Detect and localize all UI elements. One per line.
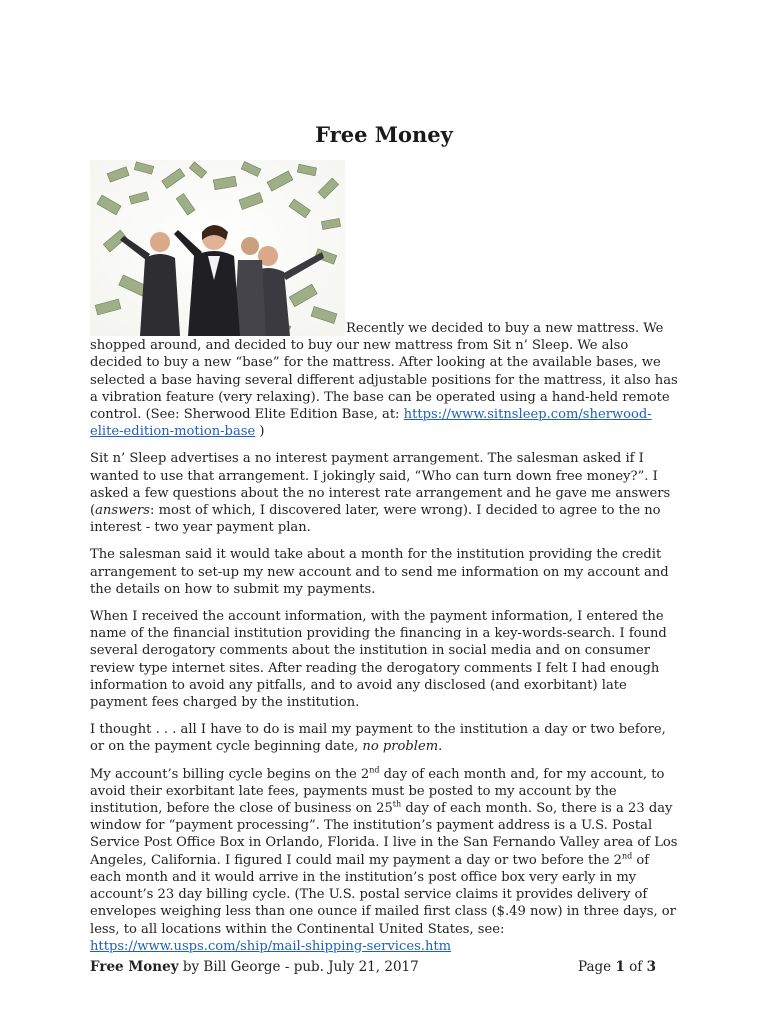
sitnsleep-link[interactable]: https://www.sitnsleep.com/sherwood-elite-edition-motion-base <box>90 407 652 440</box>
page-footer <box>90 959 656 975</box>
money-rain-illustration <box>90 160 345 336</box>
footer-byline: Free Money by Bill George - pub. July 21, 2017 <box>90 959 419 975</box>
page-title: Free Money <box>315 122 453 147</box>
usps-link[interactable]: https://www.usps.com/ship/mail-shipping-services.htm <box>90 938 452 954</box>
paragraph-6: My account’s billing cycle begins on the 2nd day of each month and, for my account, to avoid their exorbitant late fees, payments must be posted to my account by the institution, before the close of business on 25th day of each month. So, there is a 23 day window for “payment processing”. The institution’s payment address is a U.S. Postal Service Post Office Box in Orlando, Florida. I live in the San Fernando Valley area of Los Angeles, California. I figured I could mail my payment a day or two before the 2nd of each month and it would arrive in the institution’s post office box very early in my account’s 23 day billing cycle. (The U.S. postal service claims it provides delivery of envelopes weighing less than one ounce if mailed first class ($.49 now) in three days, or less, to all locations within the Continental United States, see: https://www.usps.com/ship/mail-shipping-services.htm <box>90 765 678 954</box>
paragraph-1: Recently we decided to buy a new mattress. We shopped around, and decided to buy our new mattress from Sit n’ Sleep. We also decided to buy a new “base” for the mattress. After looking at the available bases, we selected a base having several different adjustable positions for the mattress, it also has a vibration feature (very relaxing). The base can be operated using a hand-held remote control. (See: Sherwood Elite Edition Base, at: https://www.sitnsleep.com/sherwood-elite-edition-motion-base ) <box>90 321 678 440</box>
paragraph-4: When I received the account information, with the payment information, I entered the name of the financial institution providing the financing in a key-words-search. I found several derogatory comments about the institution in social media and on consumer review type internet sites. After reading the derogatory comments I felt I had enough information to avoid any pitfalls, and to avoid any disclosed (and exorbitant) late payment fees charged by the institution. <box>90 609 667 711</box>
article-body <box>90 320 678 965</box>
page-number: Page 1 of 3 <box>578 959 656 975</box>
paragraph-3: The salesman said it would take about a month for the institution providing the credit arrangement to set-up my new account and to send me information on my account and the details on how to submit my payments. <box>90 547 669 597</box>
paragraph-5: I thought . . . all I have to do is mail my payment to the institution a day or two before, or on the payment cycle beginning date, no problem. <box>90 722 666 755</box>
money-rain-photo <box>90 160 345 336</box>
paragraph-2: Sit n’ Sleep advertises a no interest payment arrangement. The salesman asked if I wanted to use that arrangement. I jokingly said, “Who can turn down free money?”. I asked a few questions about the no interest rate arrangement and he gave me answers (answers: most of which, I discovered later, were wrong). I decided to agree to the no interest - two year payment plan. <box>90 451 671 536</box>
